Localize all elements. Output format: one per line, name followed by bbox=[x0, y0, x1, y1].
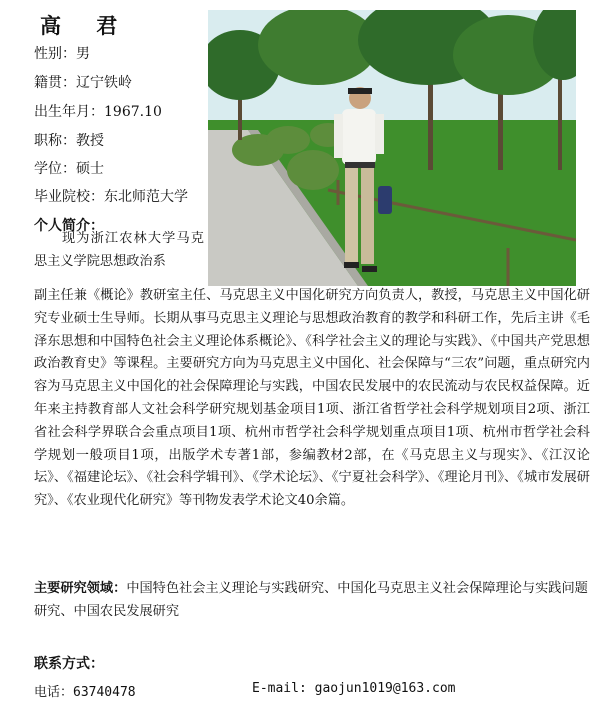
hometown-field: 籍贯：辽宁铁岭 bbox=[34, 75, 132, 91]
intro-paragraph: 副主任兼《概论》教研室主任、马克思主义中国化研究方向负责人，教授，马克思主义中国化研究专业硕士生导师。长期从事马克思主义理论与思想政治教育的教学和科研工作，先后主讲《毛泽东思想和中国特色社会主义理论体系概论》、《科学社会主义的理论与实践》、《中国共产党思想政治教育史》等课程。主要研究方向为马克思主义中国化、社会保障与“三农”问题，重点研究内容为马克思主义中国化的社会保障理论与实践，中国农民发展中的农民流动与农民权益保障。近年来主持教育部人文社会科学研究规划基金项目1项、浙江省哲学社会科学规划项目2项、浙江省社会科学界联合会重点项目1项、杭州市哲学社会科学规划重点项目1项、杭州市哲学社会科学规划一般项目1项，出版学术专著1部，参编教材2部，在《马克思主义与现实》、《江汉论坛》、《福建论坛》、《社会科学辑刊》、《学术论坛》、《宁夏社会科学》、《理论月刊》、《城市发展研究》、《农业现代化研究》等刊物发表学术论文40余篇。 bbox=[34, 288, 590, 509]
birth-field: 出生年月：1967.10 bbox=[34, 104, 162, 120]
portrait-photo bbox=[208, 10, 576, 286]
title-field: 职称：教授 bbox=[34, 133, 104, 149]
profile-name: 高 君 bbox=[40, 13, 132, 38]
intro-paragraph-start: 现为浙江农林大学马克思主义学院思想政治系 bbox=[34, 231, 204, 269]
contact-heading: 联系方式： bbox=[34, 656, 104, 672]
research-text: 中国特色社会主义理论与实践研究、中国化马克思主义社会保障理论与实践问题研究、中国农民发展研究 bbox=[34, 581, 588, 619]
research-section bbox=[34, 578, 590, 624]
school-field: 毕业院校：东北师范大学 bbox=[34, 189, 188, 205]
intro-heading: 个人简介： bbox=[34, 218, 104, 234]
degree-field: 学位：硕士 bbox=[34, 161, 104, 177]
research-heading: 主要研究领域： bbox=[34, 581, 127, 596]
contact-email: E-mail: gaojun1019@163.com bbox=[252, 681, 456, 696]
contact-phone: 电话：63740478 bbox=[34, 685, 136, 700]
gender-field: 性别：男 bbox=[34, 46, 90, 62]
